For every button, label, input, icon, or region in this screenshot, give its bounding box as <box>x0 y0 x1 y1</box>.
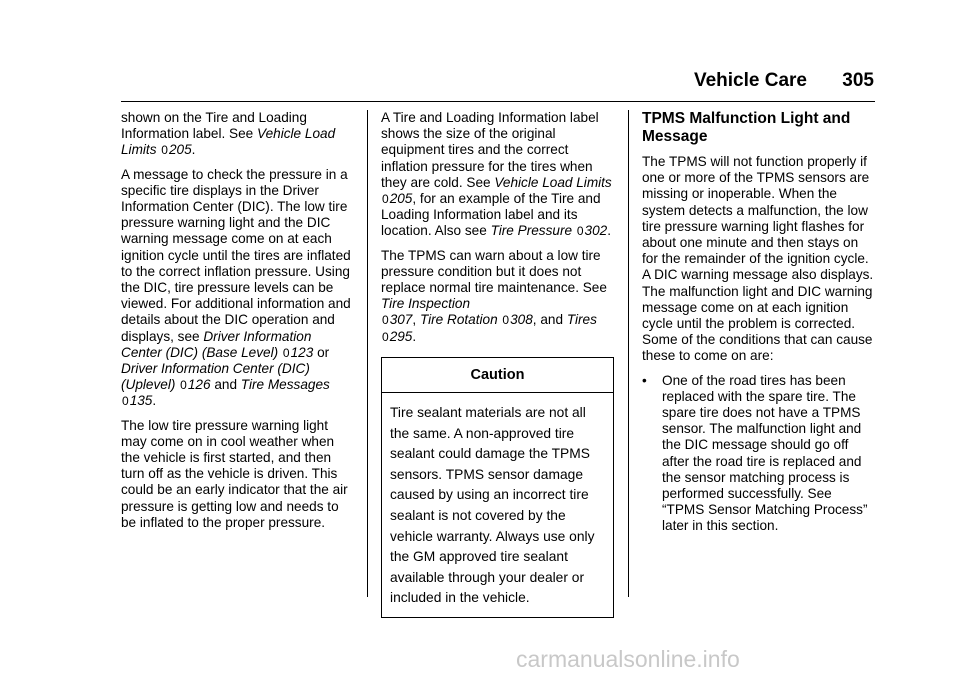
punctuation: . <box>412 328 417 344</box>
connector-text: and <box>210 377 241 393</box>
page-ref-number[interactable]: 205 <box>168 142 192 158</box>
page-ref-icon: 0 <box>382 192 389 207</box>
punctuation: . <box>191 142 196 158</box>
column-1 <box>121 110 352 539</box>
paragraph-text: A Tire and Loading Information label shows the size of the original equipment tires and the correct inflation pressure for the tires when they are cold. See <box>381 110 599 190</box>
cross-reference-link[interactable]: Tire Messages <box>240 377 330 393</box>
column-3 <box>642 110 875 535</box>
cross-reference-link[interactable]: Driver Information Center (DIC) (Uplevel) <box>121 361 310 393</box>
list-item <box>642 373 875 535</box>
page-ref-icon: 0 <box>576 224 584 239</box>
cross-reference-link[interactable]: Tire Inspection <box>381 296 471 312</box>
page-ref-icon: 0 <box>382 313 389 328</box>
connector-text: or <box>313 344 330 360</box>
connector-text: , for an example of the Tire and Loading Information label and its location. Also see <box>381 191 601 239</box>
page-ref-number[interactable]: 126 <box>187 377 211 393</box>
header-rule <box>121 101 875 102</box>
page-ref-number[interactable]: 295 <box>389 328 413 344</box>
page-ref-number[interactable]: 123 <box>290 344 314 360</box>
paragraph <box>121 167 352 410</box>
caution-title: Caution <box>382 358 613 393</box>
bullet-icon: • <box>642 372 647 388</box>
connector-text: , and <box>532 312 567 328</box>
page-ref-number[interactable]: 302 <box>584 223 608 239</box>
cross-reference-link[interactable]: Tire Rotation <box>419 312 498 328</box>
page-ref-icon: 0 <box>122 394 129 409</box>
cross-reference-link[interactable]: Driver Information Center (DIC) (Base Level) <box>121 328 312 360</box>
page-ref-icon: 0 <box>180 378 187 393</box>
column-divider-2 <box>628 110 629 597</box>
page-ref-number[interactable]: 308 <box>510 312 533 328</box>
page-header <box>694 70 874 92</box>
watermark-text: carmanualsonline.info <box>516 646 740 672</box>
page-ref-icon: 0 <box>282 345 290 360</box>
page-ref-icon: 0 <box>502 313 510 328</box>
cross-reference-link[interactable]: Tires <box>566 312 597 328</box>
column-divider-1 <box>367 110 368 597</box>
paragraph <box>121 110 352 159</box>
page-ref-icon: 0 <box>161 143 168 158</box>
list-item-text: One of the road tires has been replaced with the spare tire. The spare tire does not have a TPMS sensor. The malfunction light and the DIC message should go off after the road tire is replaced and the sensor matching process is performed successfully. See “TPMS Sensor Matching Process” later in this section. <box>662 372 868 534</box>
paragraph <box>381 110 614 240</box>
connector-text: , <box>412 312 420 328</box>
section-heading: TPMS Malfunction Light and Message <box>642 110 851 145</box>
punctuation: . <box>607 223 611 239</box>
page-ref-number[interactable]: 135 <box>129 393 153 409</box>
page-ref-number[interactable]: 205 <box>389 191 413 207</box>
caution-body: Tire sealant materials are not all the same. A non-approved tire sealant could damage the TPMS sensors. TPMS sensor damage caused by using an incorrect tire sealant is not covered by the vehicle warranty. Always use only the GM approved tire sealant available through your dealer or included in the vehicle. <box>390 405 595 606</box>
cross-reference-link[interactable]: Tire Pressure <box>490 223 573 239</box>
section-title: Vehicle Care <box>693 70 808 91</box>
page-ref-number[interactable]: 307 <box>389 312 413 328</box>
caution-box <box>381 357 614 618</box>
paragraph-text: The TPMS can warn about a low tire pressure condition but it does not replace normal tire maintenance. See <box>381 247 607 296</box>
paragraph: The TPMS will not function properly if one or more of the TPMS sensors are missing or inoperable. When the system detects a malfunction, the low tire pressure warning light flashes for about one minute and then stays on for the remainder of the ignition cycle. A DIC warning message also displays. The malfunction light and DIC warning message come on at each ignition cycle until the problem is corrected. Some of the conditions that can cause these to come on are: <box>642 154 874 364</box>
paragraph-text: shown on the Tire and Loading Information label. See <box>121 110 307 142</box>
page-ref-icon: 0 <box>382 329 389 344</box>
paragraph-text: A message to check the pressure in a specific tire displays in the Driver Information Center (DIC). The low tire pressure warning light and the DIC warning message come on at each ignition cycle until the tires are inflated to the correct inflation pressure. Using the DIC, tire pressure levels can be viewed. For additional information and details about the DIC operation and displays, see <box>121 166 351 344</box>
page-number: 305 <box>842 70 874 91</box>
punctuation: . <box>152 393 157 409</box>
cross-reference-link[interactable]: Vehicle Load Limits <box>494 174 612 190</box>
column-2 <box>381 110 614 618</box>
cross-reference-link[interactable]: Vehicle Load Limits <box>121 126 336 158</box>
paragraph <box>381 248 614 345</box>
paragraph: The low tire pressure warning light may come on in cool weather when the vehicle is first started, and then turn off as the vehicle is driven. This could be an early indicator that the air pressure is getting low and needs to be inflated to the proper pressure. <box>121 417 348 530</box>
